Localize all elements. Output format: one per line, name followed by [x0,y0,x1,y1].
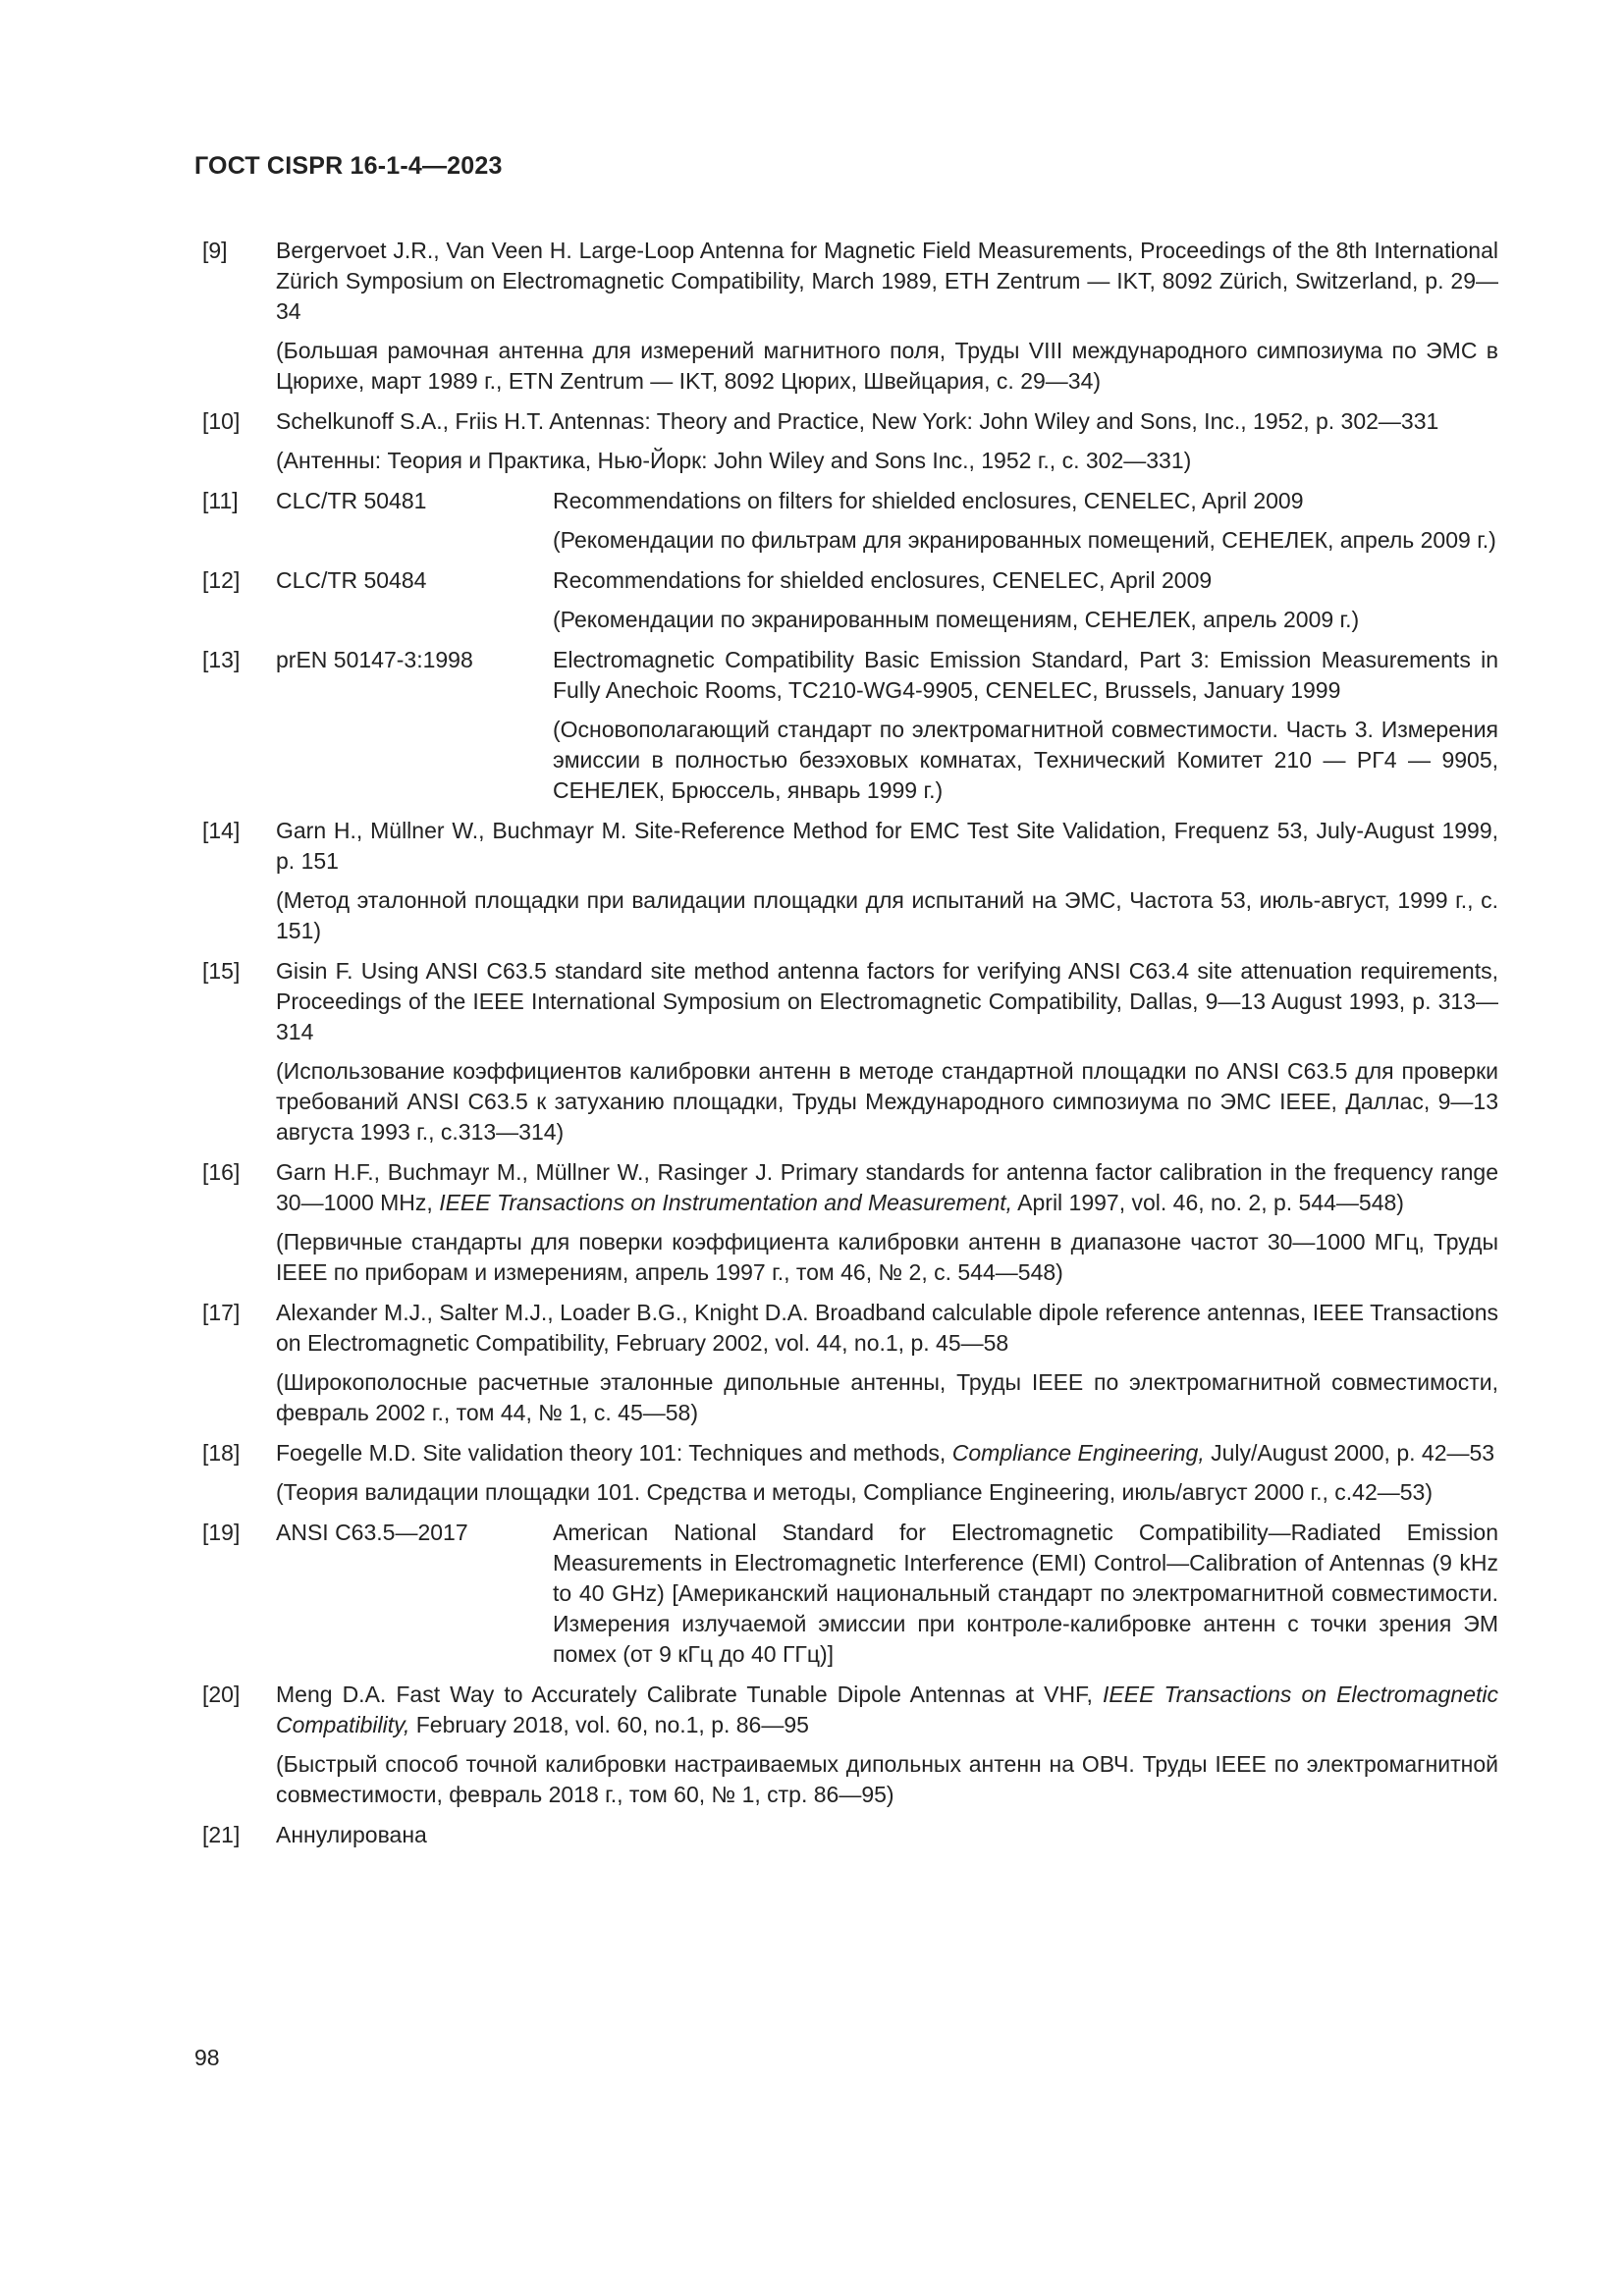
reference-body [276,1680,1498,1810]
reference-number: [9] [202,238,228,263]
reference-body [276,406,1498,476]
reference-translation: (Теория валидации площадки 101. Средства и методы, Compliance Engineering, июль/август 2000 г., с.42—53) [276,1479,1433,1505]
reference-text: American National Standard for Electromagnetic Compatibility—Radiated Emission Measurements in Electromagnetic Interference (EMI) Control—Calibration of Antennas (9 kHz to 40 GHz) [Американский национальный стандарт по электромагнитной совместимости. Измерения излучаемой эмиссии при контроле-калибровке антенн с точки зрения ЭМ помех (от 9 кГц до 40 ГГц)] [553,1520,1498,1667]
reference-item [202,1518,1498,1670]
reference-body [276,565,1498,635]
reference-body [276,1820,1498,1850]
reference-number: [11] [202,488,239,513]
reference-number: [18] [202,1440,241,1466]
reference-translation: (Рекомендации по экранированным помещениям, СЕНЕЛЕК, апрель 2009 г.) [553,607,1360,632]
reference-number: [12] [202,567,241,593]
standard-code: prEN 50147-3:1998 [276,647,473,672]
reference-number: [17] [202,1300,241,1325]
reference-item [202,956,1498,1148]
reference-item [202,816,1498,946]
reference-number: [15] [202,958,241,984]
reference-number: [20] [202,1682,241,1707]
journal-title: IEEE Transactions on Electromagnetic Compatibility, [276,1682,1498,1737]
reference-number: [10] [202,408,241,434]
reference-body [276,956,1498,1148]
reference-number: [21] [202,1822,241,1847]
reference-text: Foegelle M.D. Site validation theory 101: Techniques and methods, Compliance Engineering, July/August 2000, p. 42—53 [276,1440,1495,1466]
standard-code: ANSI C63.5—2017 [276,1520,468,1545]
reference-text: Schelkunoff S.A., Friis H.T. Antennas: Theory and Practice, New York: John Wiley and Sons, Inc., 1952, p. 302—331 [276,408,1439,434]
reference-text: Gisin F. Using ANSI C63.5 standard site method antenna factors for verifying ANSI C63.4 site attenuation requirements, Proceedings of the IEEE International Symposium on Electromagnetic Compatibility, Dallas, 9—13 August 1993, p. 313—314 [276,958,1498,1044]
reference-text: Garn H.F., Buchmayr M., Müllner W., Rasinger J. Primary standards for antenna factor calibration in the frequency range 30—1000 MHz, IEEE Transactions on Instrumentation and Measurement, April 1997, vol. 46, no. 2, p. 544—548) [276,1159,1498,1215]
reference-item [202,1680,1498,1810]
standard-code: CLC/TR 50481 [276,488,427,513]
reference-translation: (Использование коэффициентов калибровки антенн в методе стандартной площадки по ANSI C63.5 для проверки требований ANSI C63.5 к затуханию площадки, Труды Международного симпозиума по ЭМС IEEE, Даллас, 9—13 августа 1993 г., с.313—314) [276,1058,1498,1145]
reference-number: [14] [202,818,241,843]
reference-body [276,1298,1498,1428]
reference-text: Аннулирована [276,1822,427,1847]
reference-text: Electromagnetic Compatibility Basic Emission Standard, Part 3: Emission Measurements in Fully Anechoic Rooms, TC210-WG4-9905, CENELEC, Brussels, January 1999 [553,647,1498,703]
reference-item [202,1298,1498,1428]
reference-text: Meng D.A. Fast Way to Accurately Calibrate Tunable Dipole Antennas at VHF, IEEE Transactions on Electromagnetic Compatibility, February 2018, vol. 60, no.1, p. 86—95 [276,1682,1498,1737]
reference-body [276,816,1498,946]
reference-text: Garn H., Müllner W., Buchmayr M. Site-Reference Method for EMC Test Site Validation, Frequenz 53, July-August 1999, p. 151 [276,818,1498,874]
reference-text: Bergervoet J.R., Van Veen H. Large-Loop Antenna for Magnetic Field Measurements, Proceedings of the 8th International Zürich Symposium on Electromagnetic Compatibility, March 1989, ETH Zentrum — IKT, 8092 Zürich, Switzerland, p. 29—34 [276,238,1498,324]
reference-item [202,565,1498,635]
journal-title: IEEE Transactions on Instrumentation and Measurement, [439,1190,1013,1215]
reference-list [202,236,1498,1860]
reference-item [202,236,1498,397]
reference-translation: (Антенны: Теория и Практика, Нью-Йорк: John Wiley and Sons Inc., 1952 г., с. 302—331) [276,448,1192,473]
reference-translation: (Первичные стандарты для поверки коэффициента калибровки антенн в диапазоне частот 30—1000 МГц, Труды IEEE по приборам и измерениям, апрель 1997 г., том 46, № 2, с. 544—548) [276,1229,1498,1285]
reference-body [276,1438,1498,1508]
document-header: ГОСТ CISPR 16-1-4—2023 [194,152,503,180]
reference-translation: (Метод эталонной площадки при валидации площадки для испытаний на ЭМС, Частота 53, июль-август, 1999 г., с. 151) [276,887,1498,943]
reference-number: [13] [202,647,241,672]
reference-translation: (Большая рамочная антенна для измерений магнитного поля, Труды VIII международного симпозиума по ЭМС в Цюрихе, март 1989 г., ETN Zentrum — IKT, 8092 Цюрих, Швейцария, с. 29—34) [276,338,1498,394]
reference-text: Alexander M.J., Salter M.J., Loader B.G., Knight D.A. Broadband calculable dipole reference antennas, IEEE Transactions on Electromagnetic Compatibility, February 2002, vol. 44, no.1, p. 45—58 [276,1300,1498,1356]
reference-text: Recommendations for shielded enclosures, CENELEC, April 2009 [553,567,1213,593]
reference-body [276,486,1498,556]
reference-body [276,1157,1498,1288]
reference-item [202,1820,1498,1850]
reference-number: [16] [202,1159,241,1185]
reference-text: Recommendations on filters for shielded enclosures, CENELEC, April 2009 [553,488,1304,513]
reference-translation: (Основополагающий стандарт по электромагнитной совместимости. Часть 3. Измерения эмиссии в полностью безэховых комнатах, Технический Комитет 210 — РГ4 — 9905, СЕНЕЛЕК, Брюссель, январь 1999 г.) [553,717,1498,803]
reference-item [202,486,1498,556]
reference-translation: (Быстрый способ точной калибровки настраиваемых дипольных антенн на ОВЧ. Труды IEEE по электромагнитной совместимости, февраль 2018 г., том 60, № 1, стр. 86—95) [276,1751,1498,1807]
reference-item [202,1157,1498,1288]
page-number: 98 [194,2045,220,2070]
reference-translation: (Широкополосные расчетные эталонные дипольные антенны, Труды IEEE по электромагнитной совместимости, февраль 2002 г., том 44, № 1, с. 45—58) [276,1369,1498,1425]
reference-item [202,1438,1498,1508]
reference-body [276,1518,1498,1670]
reference-body [276,645,1498,806]
journal-title: Compliance Engineering, [951,1440,1205,1466]
reference-translation: (Рекомендации по фильтрам для экранированных помещений, СЕНЕЛЕК, апрель 2009 г.) [553,527,1496,553]
reference-number: [19] [202,1520,241,1545]
reference-item [202,406,1498,476]
reference-item [202,645,1498,806]
reference-body [276,236,1498,397]
standard-code: CLC/TR 50484 [276,567,427,593]
